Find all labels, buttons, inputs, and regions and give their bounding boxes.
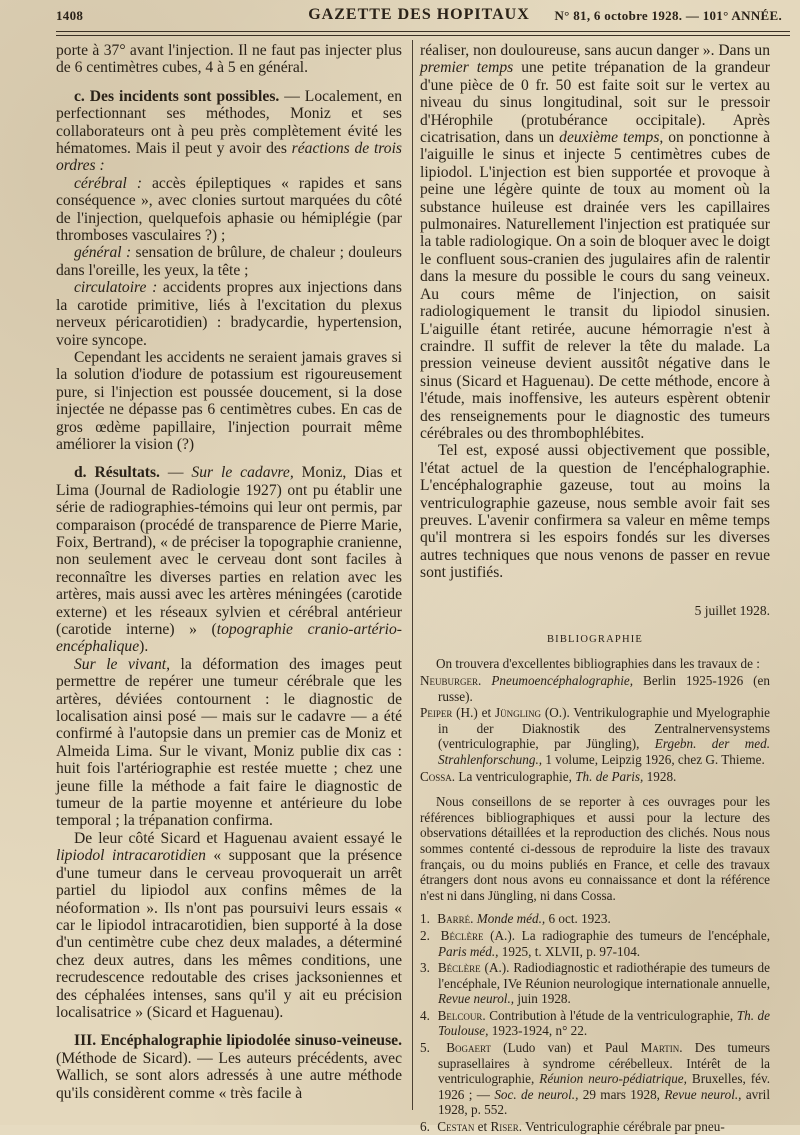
- paragraph: réaliser, non douloureuse, sans aucun danger ». Dans un premier temps une petite trépanation de la grandeur d'une pièce de 0 fr. 50 est faite soit sur le vertex au niveau du sinus longitudinal, soit sur le pressoir d'Hérophile (protubérance occipitale). Après cicatrisation, dans un deuxième temps, on ponctionne à l'aiguille le sinus et injecte 5 centimètres cubes de lipiodol. L'injection est bien supportée et provoque à peine une légère quinte de toux au moment où la substance huileuse est drainée vers les capillaires pulmonaires. Naturellement l'injection est pratiquée sur la table radiologique. On a soin de bloquer avec le doigt le confluent sous-cranien des jugulaires afin de ralentir dans la mesure du possible le cours du sang veineux. Au cours même de l'injection, on saisit radiologiquement le transit du lipiodol sinusien. L'aiguille étant retirée, aucune hémorragie n'est à craindre. Il suffit de relever la tête du malade. La pression veineuse devient aussitôt négative dans le sinus (Sicard et Haguenau). De cette méthode, encore à l'étude, mais inoffensive, les auteurs espèrent obtenir des renseignements pour le diagnostic des tumeurs cérébrales ou des thrombophlébites.: [420, 42, 770, 442]
- paragraph-vivant: Sur le vivant, la déformation des images peut permettre de repérer une tumeur cérébrale que les artères, déviées contournent : le diagnostic de localisation ainsi posé — mais sur le cadavre — a été confirmé à l'autopsie dans un premier cas de Moniz et Almeida Lima. Sur le vivant, Moniz publie dix cas : huit fois l'artériographie est restée muette ; chez une jeune fille la méthode a fait faire le diagnostic de tumeur de la partie moyenne et antérieure du lobe temporal ; la trépanation confirma.: [56, 655, 403, 830]
- paragraph-section3: III. Encéphalographie lipiodolée sinuso-veineuse. (Méthode de Sicard). — Les auteurs précédents, avec Wallich, se sont alors adressés à une autre méthode qu'ils considèrent comme « très facile à: [56, 1032, 402, 1102]
- section-heading: III. Encéphalographie lipiodolée sinuso-veineuse.: [74, 1032, 402, 1050]
- right-column: [420, 42, 770, 1135]
- paragraph-cerebral: cérébral : accès épileptiques « rapides et sans conséquence », avec clonies surtout marquées du côté de l'injection, quelquefois aphasie ou hémiplégie (par thromboses vasculaires ?) ;: [56, 174, 402, 245]
- page-header: [56, 6, 782, 28]
- paragraph: Cependant les accidents ne seraient jamais graves si la solution d'iodure de potassium est rigoureusement pure, si l'injection est poussée doucement, si la dose injectée ne dépasse pas 6 centimètres cubes. En cas de gros œdème papillaire, l'injection pourrait même améliorer la vision (?): [56, 348, 402, 453]
- bibliography-entry: Cossa. La ventriculographie, Th. de Paris, 1928.: [420, 768, 677, 784]
- paragraph-incidents: c. Des incidents sont possibles. — Localement, en perfectionnant ses méthodes, Moniz et ses collaborateurs ont à peu près complètement évité les hématomes. Mais il peut y avoir des réactions de trois ordres :: [56, 87, 402, 175]
- column-divider: [412, 40, 413, 1110]
- section-heading: d. Résultats.: [74, 464, 160, 482]
- article-date: 5 juillet 1928.: [694, 602, 770, 618]
- paragraph-resultats: d. Résultats. — Sur le cadavre, Moniz, Dias et Lima (Journal de Radiologie 1927) ont pu établir une série de radiographies-témoins qui leur ont permis, par comparaison (procédé de transparence de Pierre Marie, Foix, Bertrand), « de préciser la topographie cranienne, non seulement avec le cerveau dont sont faciles à reconnaître les diverses parties en relation avec les artères, mais aussi avec les artères méningées (carotide externe) et les réseaux sylvien et cérébral antérieur (carotide interne) » (topographie cranio-artério-encéphalique).: [56, 464, 402, 656]
- issue-info: N° 81, 6 octobre 1928. — 101° ANNÉE.: [554, 8, 782, 23]
- reference-item: 5. Bogaert (Ludo van) et Paul Martin. Des tumeurs suprasellaires à syndrome cérébelleux. Intérêt de la ventriculographie, Réunion neuro-pédiatrique, Bruxelles, fév. 1926 ; — Soc. de neurol., 29 mars 1928, Revue neurol., avril 1928, p. 552.: [420, 1040, 771, 1118]
- bibliography-entry: Neuburger. Pneumoencéphalographie, Berlin 1925-1926 (en russe).: [420, 673, 770, 704]
- paragraph: Nous conseillons de se reporter à ces ouvrages pour les références bibliographiques et aussi pour la lecture des observations détaillées et la reproduction des clichés. Nous nous sommes contenté ci-dessous de reproduire la liste des travaux français, ou du moins publiés en France, et celle des travaux étrangers dont nous avons eu connaissance et dont la référence n'est ni dans Jüngling, ni dans Cossa.: [420, 794, 770, 903]
- journal-title: GAZETTE DES HOPITAUX: [308, 6, 530, 23]
- header-rule-double: [56, 35, 790, 36]
- paragraph-general: général : sensation de brûlure, de chaleur ; douleurs dans l'oreille, les yeux, la tête ;: [56, 244, 402, 279]
- reference-item: 4. Belcour. Contribution à l'étude de la ventriculographie, Th. de Toulouse, 1923-1924, n° 22.: [420, 1007, 771, 1039]
- bibliography-intro: On trouvera d'excellentes bibliographies dans les travaux de :: [436, 656, 760, 672]
- bibliography: [420, 656, 770, 1134]
- section-heading: c. Des incidents sont possibles.: [74, 87, 280, 105]
- reference-item: 2. Béclère (A.). La radiographie des tumeurs de l'encéphale, Paris méd., 1925, t. XLVII, p. 97-104.: [420, 927, 771, 959]
- page-number: 1408: [56, 8, 84, 23]
- paragraph-circulatoire: circulatoire : accidents propres aux injections dans la carotide primitive, liés à l'excitation du plexus nerveux péricarotidien) : bradycardie, hypertension, voire syncope.: [56, 279, 402, 349]
- reference-item: 6. Cestan et Riser. Ventriculographie cérébrale par pneu-: [420, 1119, 725, 1135]
- reference-item: 3. Béclère (A.). Radiodiagnostic et radiothérapie des tumeurs de l'encéphale, IVe Réunion neurologique internationale annuelle, Revue neurol., juin 1928.: [420, 960, 770, 1007]
- header-rule: [56, 31, 790, 32]
- paragraph: porte à 37° avant l'injection. Il ne faut pas injecter plus de 6 centimètres cubes, 4 à 5 en général.: [56, 42, 402, 77]
- paragraph-sicard: De leur côté Sicard et Haguenau avaient essayé le lipiodol intracarotidien « supposant que la présence d'une tumeur dans le cerveau provoquerait un arrêt partiel du lipiodol aux confins mêmes de la néoformation ». Ils n'ont pas poursuivi leurs essais « car le lipiodol intracarotidien, bien supporté à la dose d'un centimètre cube chez deux malades, a déterminé chez deux autres, dans les mêmes conditions, une recrudescence redoutable des crises jacksoniennes et des céphalées intenses, sans qu'il y ait eu précision localisatrice » (Sicard et Haguenau).: [56, 829, 402, 1021]
- paragraph: Tel est, exposé aussi objectivement que possible, l'état actuel de la question de l'encéphalographie. L'encéphalographie gazeuse, tout au moins la ventriculographie gazeuse, nous semble avoir fait ses preuves. L'avenir confirmera sa valeur en même temps qu'il montrera si les espoirs fondés sur les diverses autres techniques que nous venons de passer en revue sont justifiés.: [420, 442, 770, 582]
- bibliography-entry: Peiper (H.) et Jüngling (O.). Ventrikulographie und Myelographie in der Diaknostik des Zentralnervensystems (ventriculographie, par Jüngling), Ergebn. der med. Strahlenforschung., 1 volume, Leipzig 1926, chez G. Thieme.: [420, 705, 771, 767]
- left-column: [56, 42, 402, 1102]
- reference-item: 1. Barré. Monde méd., 6 oct. 1923.: [420, 911, 611, 927]
- reference-list: [420, 911, 770, 1134]
- bibliography-heading: BIBLIOGRAPHIE: [546, 634, 644, 645]
